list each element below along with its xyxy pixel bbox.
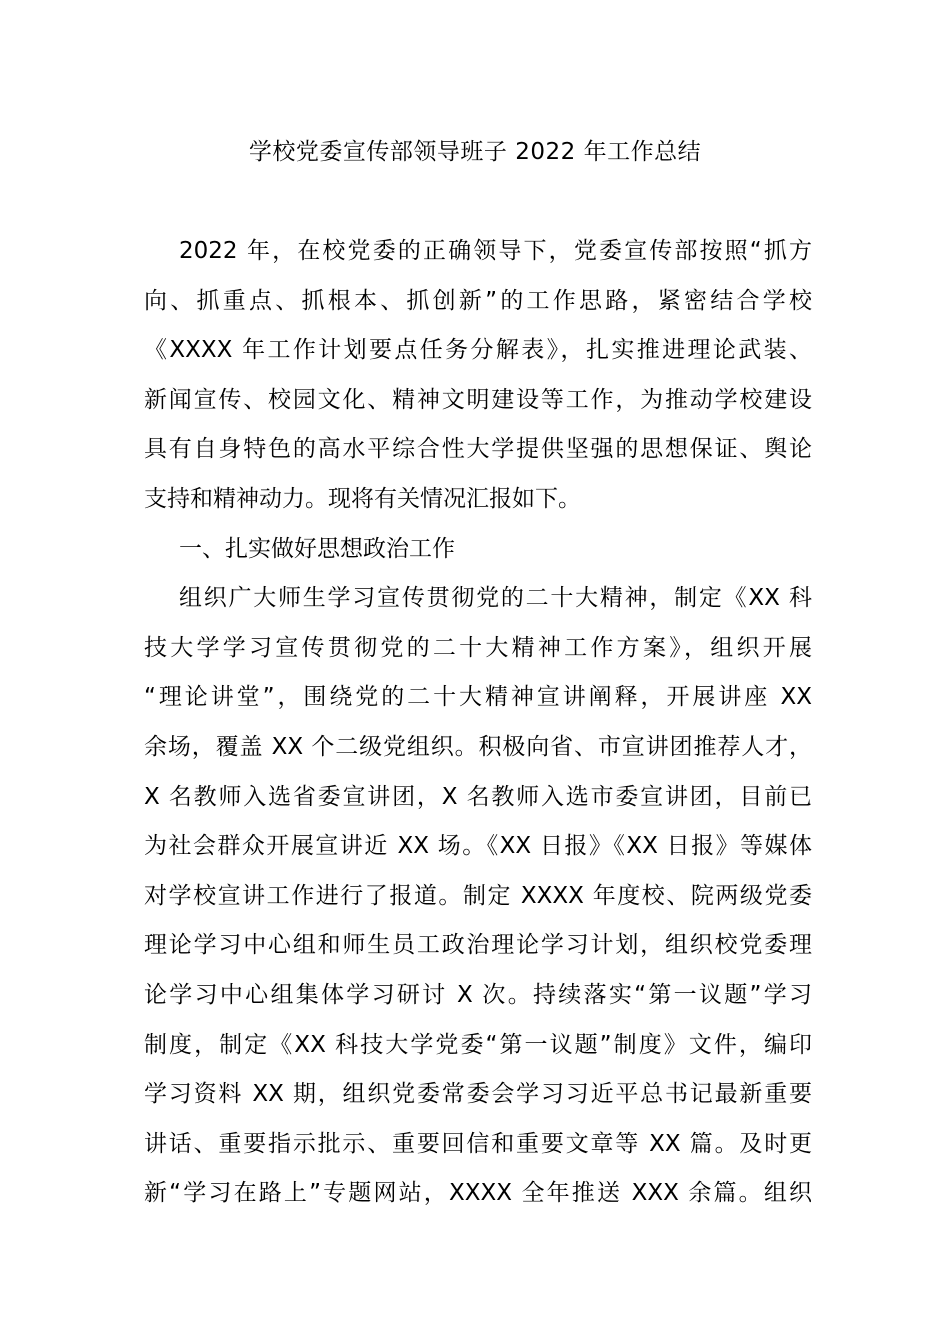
document-title: 学校党委宣传部领导班子 2022 年工作总结 — [248, 139, 702, 165]
paragraph-line: 向、抓重点、抓根本、抓创新”的工作思路，紧密结合学校 — [144, 287, 812, 314]
paragraph-line: X 名教师入选省委宣讲团，X 名教师入选市委宣讲团，目前已 — [144, 783, 812, 810]
paragraph-line: 制度，制定《XX 科技大学党委“第一议题”制度》文件，编印 — [144, 1031, 812, 1058]
paragraph-line: “理论讲堂”，围绕党的二十大精神宣讲阐释，开展讲座 XX — [144, 684, 812, 711]
paragraph-line: 论学习中心组集体学习研讨 X 次。持续落实“第一议题”学习 — [144, 981, 812, 1008]
paragraph-line: 2022 年，在校党委的正确领导下，党委宣传部按照“抓方 — [179, 238, 812, 264]
paragraph-line: 新闻宣传、校园文化、精神文明建设等工作，为推动学校建设 — [144, 386, 812, 413]
paragraph-line: 组织广大师生学习宣传贯彻党的二十大精神，制定《XX 科 — [179, 585, 812, 612]
paragraph-line: 《XXXX 年工作计划要点任务分解表》，扎实推进理论武装、 — [144, 337, 812, 364]
paragraph-line: 支持和精神动力。现将有关情况汇报如下。 — [144, 485, 581, 512]
paragraph-line: 为社会群众开展宣讲近 XX 场。《XX 日报》《XX 日报》等媒体 — [144, 833, 812, 860]
paragraph-line: 新“学习在路上”专题网站，XXXX 全年推送 XXX 余篇。组织 — [144, 1180, 812, 1207]
paragraph-line: 学习资料 XX 期，组织党委常委会学习习近平总书记最新重要 — [144, 1081, 812, 1108]
section-heading: 一、扎实做好思想政治工作 — [179, 535, 455, 562]
paragraph-line: 理论学习中心组和师生员工政治理论学习计划，组织校党委理 — [144, 932, 812, 959]
paragraph-line: 对学校宣讲工作进行了报道。制定 XXXX 年度校、院两级党委 — [144, 882, 812, 909]
paragraph-line: 讲话、重要指示批示、重要回信和重要文章等 XX 篇。及时更 — [144, 1130, 812, 1157]
paragraph-line: 余场，覆盖 XX 个二级党组织。积极向省、市宣讲团推荐人才， — [144, 733, 812, 760]
paragraph-line: 技大学学习宣传贯彻党的二十大精神工作方案》，组织开展 — [144, 634, 812, 661]
paragraph-line: 具有自身特色的高水平综合性大学提供坚强的思想保证、舆论 — [144, 436, 812, 463]
document-body — [144, 227, 812, 1219]
